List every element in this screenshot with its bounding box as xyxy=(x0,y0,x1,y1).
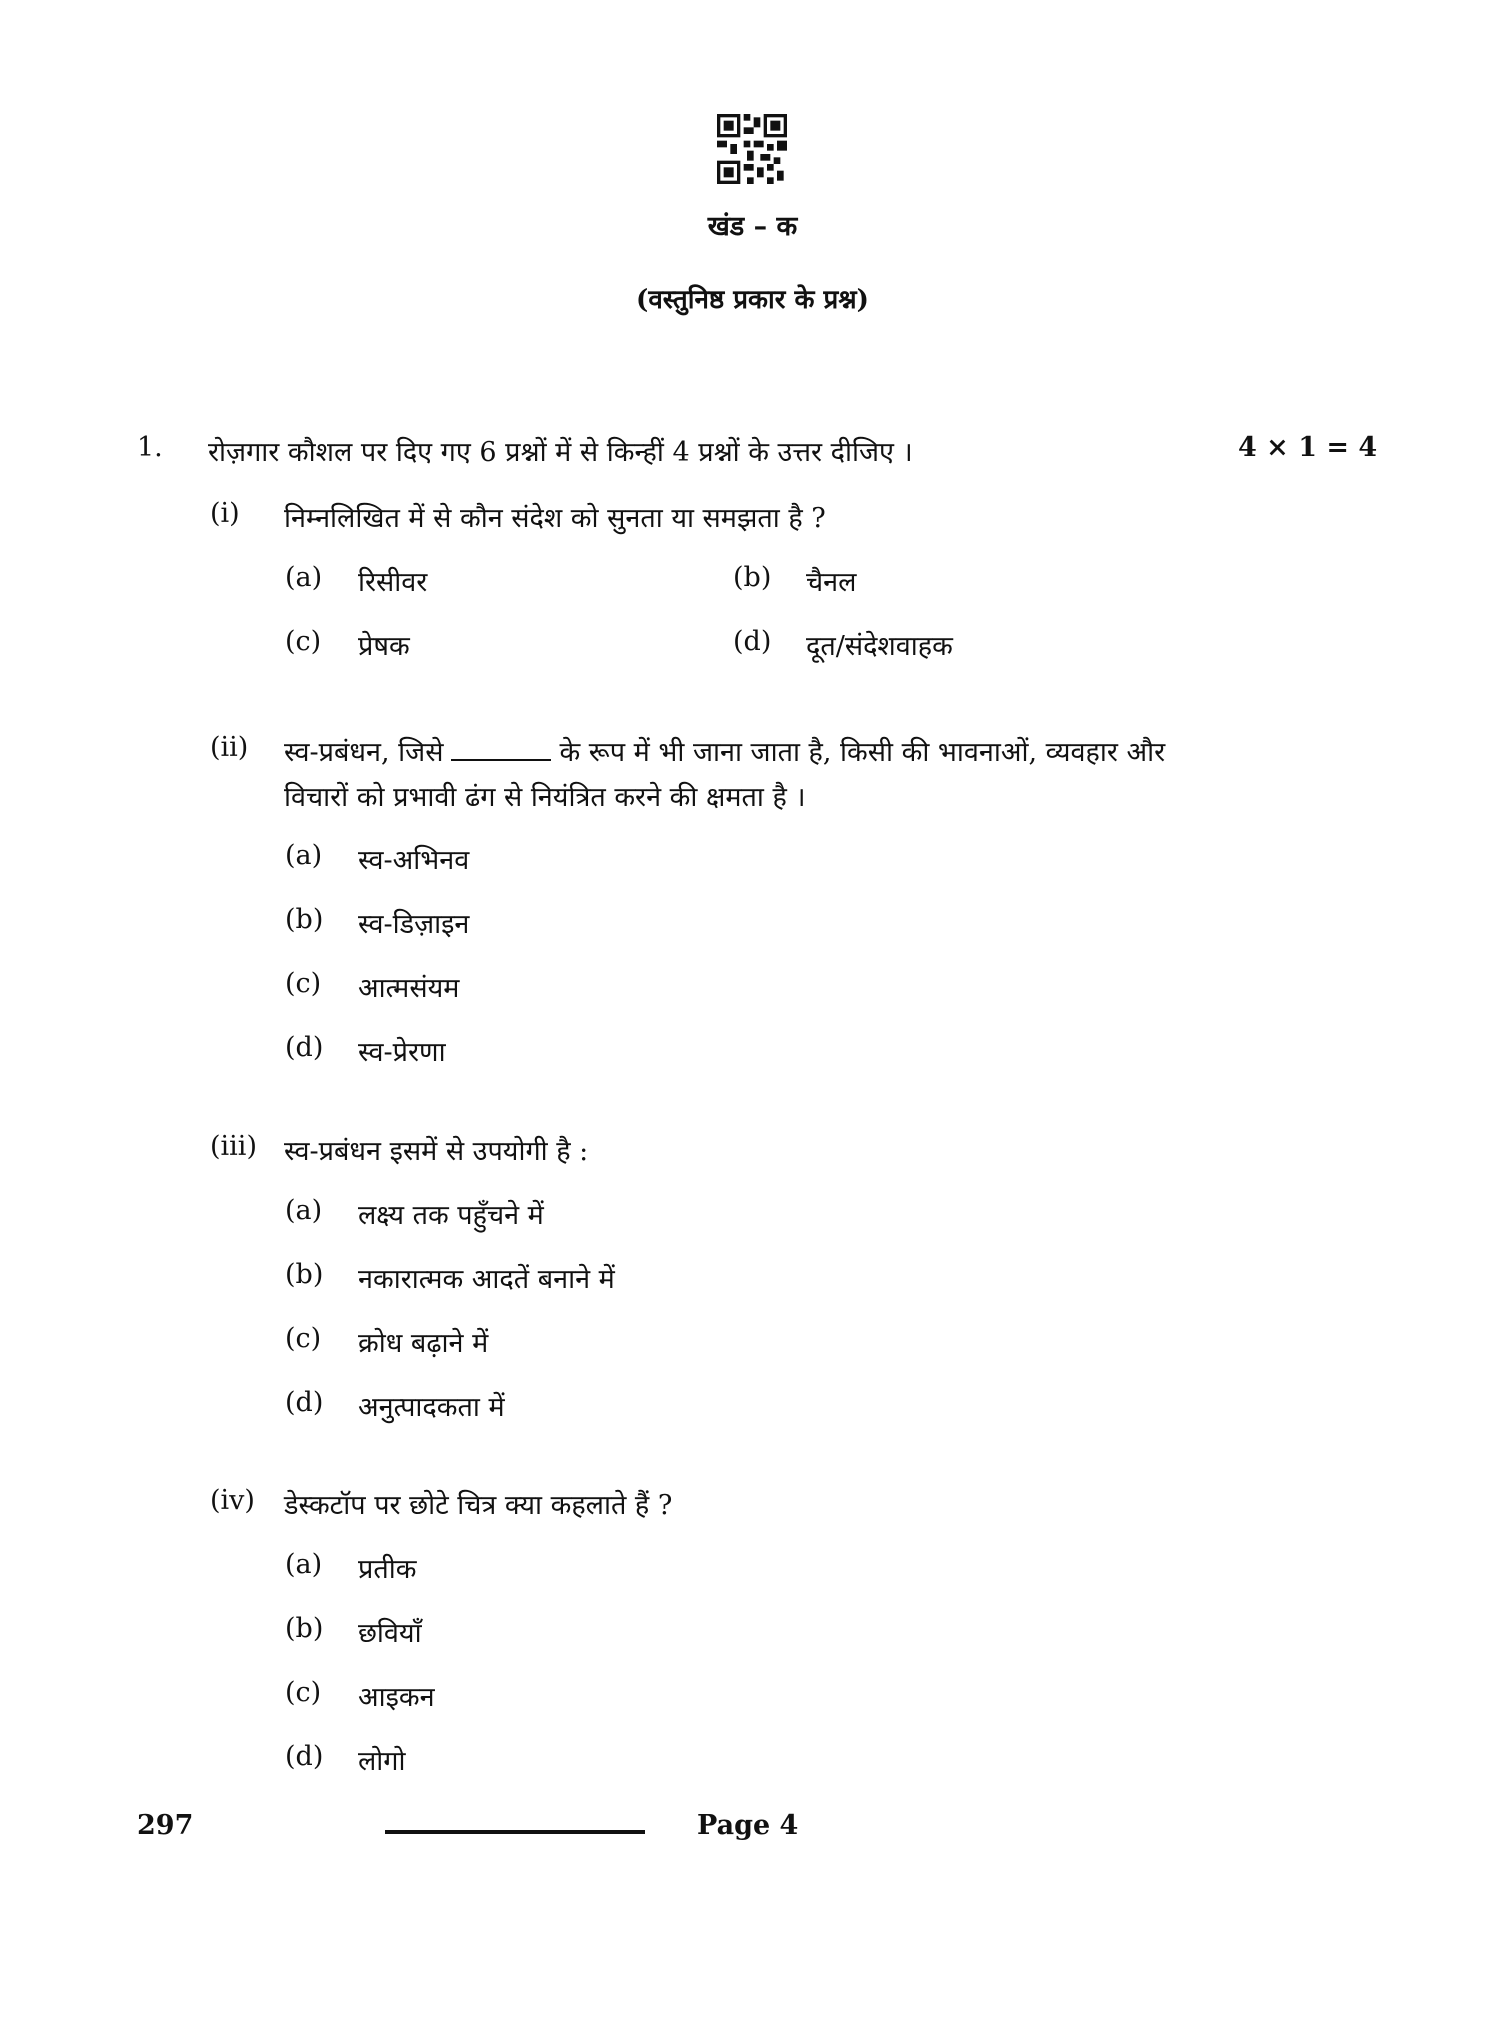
option-label: (d) xyxy=(285,1387,324,1418)
option-text: लोगो xyxy=(358,1746,406,1777)
option-text: लक्ष्य तक पहुँचने में xyxy=(358,1200,544,1231)
option-text: स्व-प्रेरणा xyxy=(358,1037,446,1068)
option-label: (b) xyxy=(285,1259,324,1290)
option-label: (c) xyxy=(285,626,322,657)
option-label: (d) xyxy=(285,1741,324,1772)
part-text: निम्नलिखित में से कौन संदेश को सुनता या समझता है ? xyxy=(284,503,826,534)
qr-code-icon xyxy=(717,114,787,184)
option-label: (a) xyxy=(285,1549,323,1580)
page-number: Page 4 xyxy=(697,1810,799,1841)
question-number: 1. xyxy=(137,432,163,463)
part-label: (i) xyxy=(210,498,240,529)
option-text: स्व-डिज़ाइन xyxy=(358,909,470,940)
option-label: (c) xyxy=(285,968,322,999)
option-text: छवियाँ xyxy=(358,1618,422,1649)
option-label: (a) xyxy=(285,562,323,593)
question-text: रोज़गार कौशल पर दिए गए 6 प्रश्नों में से किन्हीं 4 प्रश्नों के उत्तर दीजिए । xyxy=(208,437,913,468)
part-text: डेस्कटॉप पर छोटे चित्र क्या कहलाते हैं ? xyxy=(284,1490,673,1521)
option-label: (b) xyxy=(285,904,324,935)
part-label: (iii) xyxy=(210,1131,257,1162)
option-label: (c) xyxy=(285,1677,322,1708)
fill-in-blank xyxy=(451,737,551,761)
option-text: स्व-अभिनव xyxy=(358,845,470,876)
option-text: नकारात्मक आदतें बनाने में xyxy=(358,1264,615,1295)
part-text: स्व-प्रबंधन इसमें से उपयोगी है : xyxy=(284,1136,589,1167)
part-text-after-blank: के रूप में भी जाना जाता है, किसी की भावनाओं, व्यवहार और xyxy=(559,737,1166,768)
option-label: (b) xyxy=(285,1613,324,1644)
section-title: खंड – क xyxy=(707,211,798,242)
option-text: अनुत्पादकता में xyxy=(358,1392,505,1423)
part-text-line1 xyxy=(284,732,1165,769)
option-label: (a) xyxy=(285,840,323,871)
part-label: (iv) xyxy=(210,1485,255,1516)
paper-code: 297 xyxy=(137,1810,194,1841)
option-text: आत्मसंयम xyxy=(358,973,460,1004)
part-text-before-blank: स्व-प्रबंधन, जिसे xyxy=(284,737,444,768)
option-text: प्रतीक xyxy=(358,1554,417,1585)
part-label: (ii) xyxy=(210,732,249,763)
option-label: (b) xyxy=(733,562,772,593)
option-text: रिसीवर xyxy=(358,567,428,598)
section-subtitle: (वस्तुनिष्ठ प्रकार के प्रश्न) xyxy=(636,285,869,315)
option-text: आइकन xyxy=(358,1682,435,1713)
part-text-line2: विचारों को प्रभावी ढंग से नियंत्रित करने की क्षमता है । xyxy=(284,782,806,813)
option-label: (a) xyxy=(285,1195,323,1226)
option-label: (d) xyxy=(733,626,772,657)
option-text: चैनल xyxy=(806,567,857,598)
option-text: प्रेषक xyxy=(358,631,410,662)
footer-divider xyxy=(385,1830,645,1834)
option-text: क्रोध बढ़ाने में xyxy=(358,1328,489,1359)
option-label: (d) xyxy=(285,1032,324,1063)
option-label: (c) xyxy=(285,1323,322,1354)
option-text: दूत/संदेशवाहक xyxy=(806,631,953,662)
question-marks: 4 × 1 = 4 xyxy=(1238,432,1378,463)
